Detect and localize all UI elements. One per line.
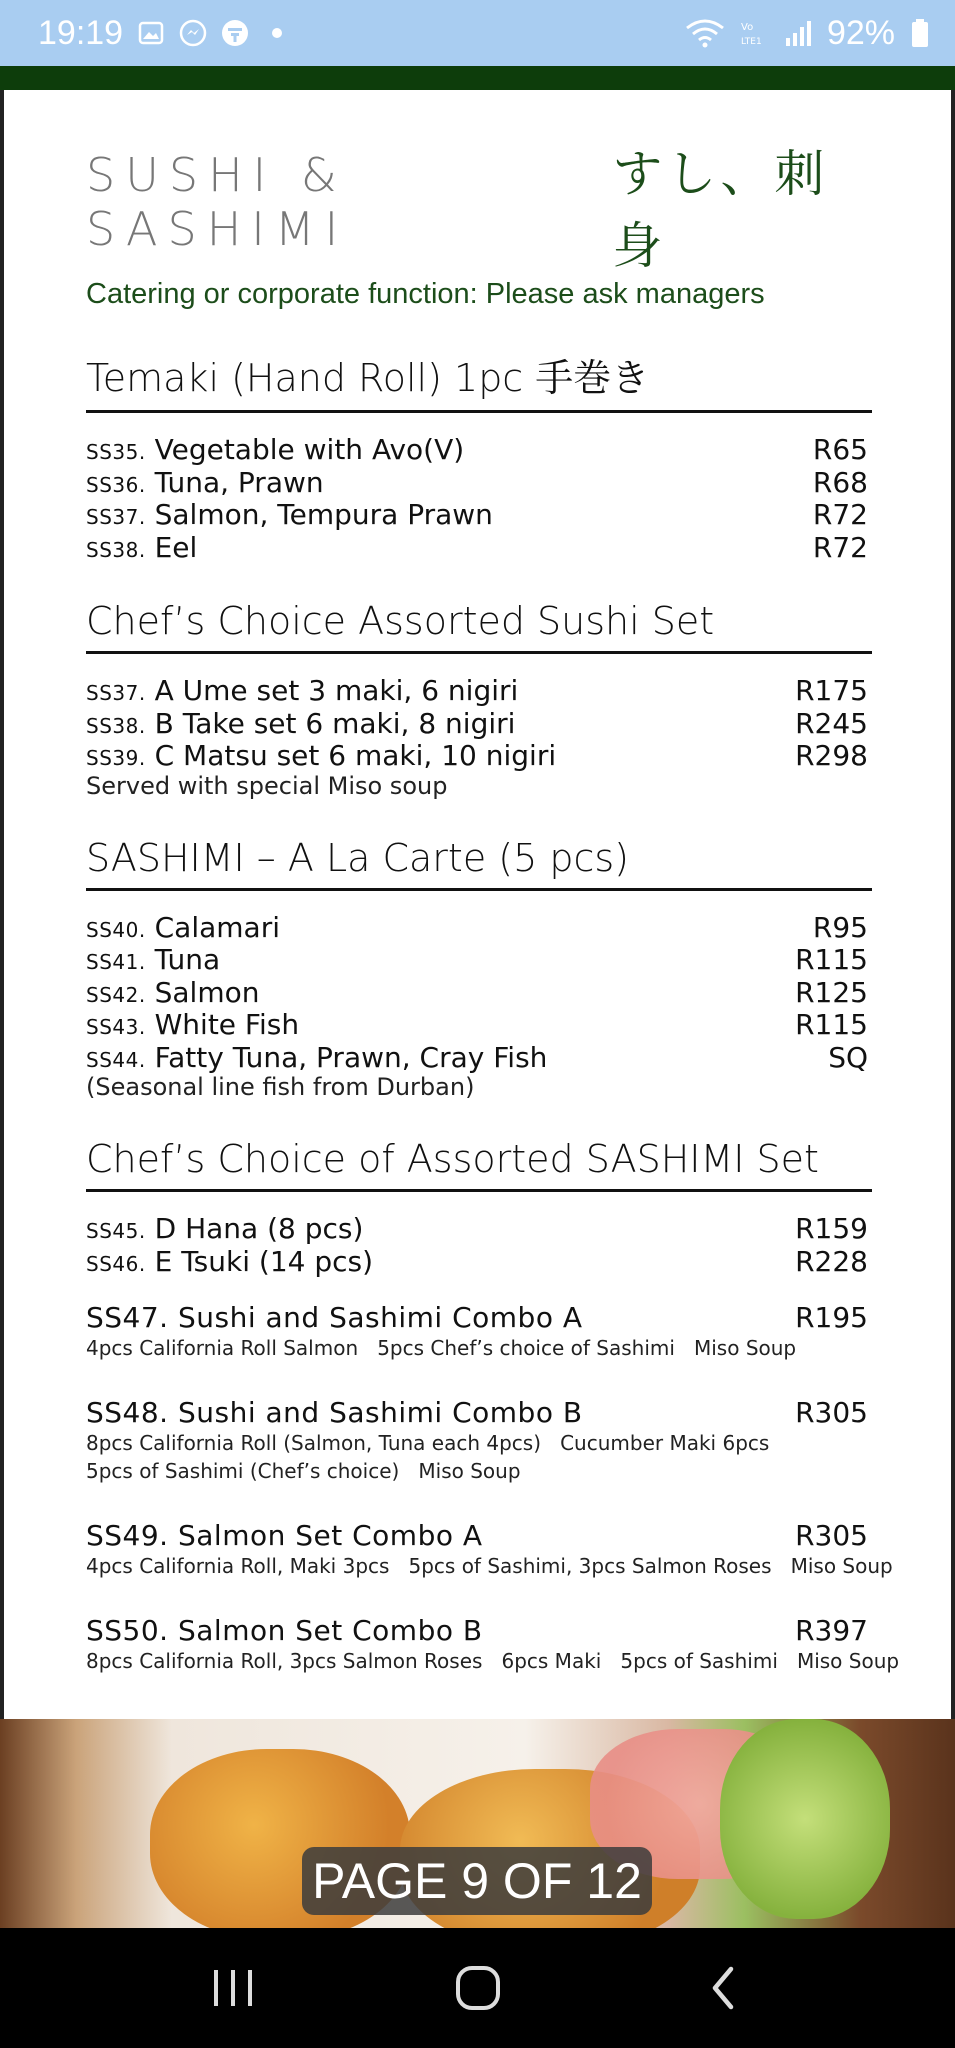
item-name: Fatty Tuna, Prawn, Cray Fish <box>154 1040 548 1074</box>
section-note: Served with special Miso soup <box>86 771 448 800</box>
combo-item <box>86 1396 872 1485</box>
item-name: B Take set 6 maki, 8 nigiri <box>154 706 516 740</box>
item-price: R159 <box>795 1212 868 1245</box>
item-code: SS35. <box>86 440 146 464</box>
item-name: White Fish <box>154 1008 300 1041</box>
item-price: R228 <box>795 1244 868 1278</box>
battery-percent: 92% <box>826 13 895 52</box>
item-code: SS44. <box>86 1047 146 1072</box>
battery-icon <box>909 19 931 47</box>
item-name: Tuna, Prawn <box>154 465 324 499</box>
item-code: SS45. <box>86 1219 146 1243</box>
item-price: R95 <box>812 910 868 944</box>
combo-price: R195 <box>795 1301 868 1334</box>
signal-icon <box>783 19 813 47</box>
item-code: SS37. <box>86 505 146 529</box>
wifi-icon <box>685 19 725 47</box>
messenger-icon <box>179 19 207 47</box>
item-price: R115 <box>795 943 868 976</box>
combo-description: 8pcs California Roll (Salmon, Tuna each 4pcs) Cucumber Maki 6pcs 5pcs of Sashimi (Chef’s choice) Miso Soup <box>86 1431 770 1483</box>
gallery-icon <box>137 19 165 47</box>
lettuce-image <box>720 1719 890 1919</box>
menu-title: SUSHI & SASHIMI <box>86 148 349 256</box>
combo-item <box>86 1614 900 1675</box>
combo-item <box>86 1301 872 1362</box>
menu-item <box>86 911 872 944</box>
item-price: R72 <box>812 498 868 531</box>
recent-apps-button[interactable] <box>188 1948 278 2028</box>
volte-icon <box>739 19 769 47</box>
item-name: Eel <box>154 530 198 564</box>
item-code: SS46. <box>86 1251 146 1276</box>
combo-description: 4pcs California Roll Salmon 5pcs Chef’s choice of Sashimi Miso Soup <box>86 1336 797 1360</box>
menu-title-jp: すし、刺身 <box>612 145 829 275</box>
item-price: SQ <box>828 1040 868 1074</box>
menu-page <box>0 66 955 1928</box>
home-icon <box>453 1963 503 2013</box>
item-code: SS38. <box>86 713 146 738</box>
item-name: Salmon, Tempura Prawn <box>154 498 493 531</box>
section-sushi-set <box>86 599 872 800</box>
item-price: R175 <box>795 674 868 707</box>
item-name: Tuna <box>154 943 221 976</box>
menu-item <box>86 498 872 531</box>
item-name: Vegetable with Avo(V) <box>154 433 465 466</box>
item-code: SS43. <box>86 1015 146 1039</box>
item-price: R68 <box>812 465 868 499</box>
menu-item <box>86 466 872 499</box>
app-icon <box>221 19 249 47</box>
item-code: SS38. <box>86 537 146 562</box>
menu-item <box>86 976 872 1009</box>
combo-price: R305 <box>795 1519 868 1552</box>
item-price: R125 <box>795 975 868 1009</box>
dot-icon <box>263 19 291 47</box>
menu-content <box>86 134 900 1675</box>
menu-title-row <box>86 134 872 278</box>
section-sashimi-set <box>86 1137 900 1675</box>
combo-price: R397 <box>795 1614 868 1647</box>
section-heading: Temaki (Hand Roll) 1pc 手巻き <box>86 347 872 413</box>
item-code: SS37. <box>86 681 146 705</box>
menu-item <box>86 739 872 772</box>
recent-apps-icon <box>208 1966 258 2010</box>
status-time: 19:19 <box>38 13 124 52</box>
item-name: C Matsu set 6 maki, 10 nigiri <box>154 739 557 772</box>
menu-item <box>86 707 872 740</box>
item-code: SS41. <box>86 950 146 974</box>
item-price: R298 <box>795 739 868 772</box>
section-temaki <box>86 347 872 563</box>
navigation-bar <box>0 1928 955 2048</box>
combo-description: 4pcs California Roll, Maki 3pcs 5pcs of Sashimi, 3pcs Salmon Roses Miso Soup <box>86 1554 893 1578</box>
menu-item <box>86 1245 872 1278</box>
item-name: Salmon <box>154 975 260 1009</box>
menu-item <box>86 531 872 564</box>
svg-text:LTE1: LTE1 <box>740 37 762 47</box>
svg-text:Vo: Vo <box>740 22 754 33</box>
combo-name: SS50. Salmon Set Combo B <box>86 1614 483 1647</box>
item-code: SS39. <box>86 746 146 770</box>
status-bar <box>0 0 955 66</box>
home-button[interactable] <box>433 1948 523 2028</box>
item-name: A Ume set 3 maki, 6 nigiri <box>154 674 519 707</box>
item-code: SS40. <box>86 917 146 942</box>
item-name: E Tsuki (14 pcs) <box>154 1244 374 1278</box>
combo-item <box>86 1519 893 1580</box>
item-price: R65 <box>812 433 868 466</box>
item-code: SS36. <box>86 472 146 497</box>
catering-note: Catering or corporate function: Please ask managers <box>86 278 765 310</box>
back-button[interactable] <box>678 1948 768 2028</box>
page-indicator: PAGE 9 OF 12 <box>302 1847 652 1915</box>
section-heading: Chef’s Choice of Assorted SASHIMI Set <box>86 1137 872 1192</box>
section-heading: SASHIMI – A La Carte (5 pcs) <box>86 836 872 891</box>
green-bar-top <box>0 66 955 90</box>
item-price: R72 <box>812 530 868 564</box>
item-price: R115 <box>795 1008 868 1041</box>
menu-item <box>86 1212 872 1245</box>
section-heading: Chef’s Choice Assorted Sushi Set <box>86 599 872 654</box>
item-code: SS42. <box>86 982 146 1007</box>
combo-name: SS49. Salmon Set Combo A <box>86 1519 483 1552</box>
menu-item <box>86 943 872 976</box>
menu-item <box>86 1008 872 1041</box>
item-name: D Hana (8 pcs) <box>154 1212 364 1245</box>
combo-price: R305 <box>795 1396 868 1429</box>
section-note: (Seasonal line fish from Durban) <box>86 1073 475 1101</box>
menu-item <box>86 1041 872 1074</box>
menu-item <box>86 674 872 707</box>
section-sashimi <box>86 836 872 1102</box>
back-icon <box>703 1963 743 2013</box>
combo-name: SS47. Sushi and Sashimi Combo A <box>86 1301 583 1334</box>
item-price: R245 <box>795 706 868 740</box>
menu-item <box>86 433 872 466</box>
combo-description: 8pcs California Roll, 3pcs Salmon Roses 6pcs Maki 5pcs of Sashimi Miso Soup <box>86 1649 900 1673</box>
combo-name: SS48. Sushi and Sashimi Combo B <box>86 1396 583 1429</box>
item-name: Calamari <box>154 910 280 944</box>
